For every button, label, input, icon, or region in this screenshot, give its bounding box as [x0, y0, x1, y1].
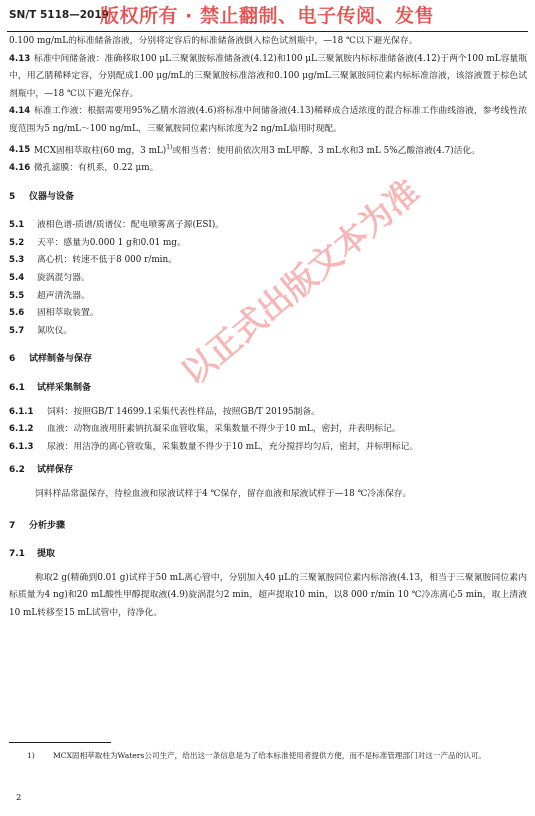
- list-item: 6.1.3 尿液：用洁净的离心管收集，采集数量不得少于10 mL，充分搅拌均匀后，密封，并标明标记。: [9, 441, 419, 452]
- clause-number: 4.13: [9, 53, 31, 64]
- diagonal-watermark: 以正式出版文本为准: [173, 171, 427, 393]
- section-heading-5: 5 仪器与设备: [9, 191, 75, 202]
- footnote-rule: [9, 742, 111, 743]
- standard-code: SN/T 5118—2019: [9, 9, 109, 21]
- header-rule: [7, 31, 528, 32]
- list-item: 6.1.1 饲料：按照GB/T 14699.1采集代表性样品，按照GB/T 20195制备。: [9, 406, 320, 417]
- footnote: [9, 748, 527, 764]
- paragraph-4-13: [9, 51, 527, 104]
- section-heading-6: 6 试样制备与保存: [9, 354, 93, 365]
- subsection-heading-6-1: 6.1 试样采集制备: [9, 383, 92, 394]
- clause-number: 4.15: [9, 145, 31, 156]
- clause-text: MCX固相萃取柱(60 mg，3 mL): [34, 145, 167, 156]
- clause-text: 标准中间储备液：准确移取100 μL三聚氰胺标准储备液(4.12)和100 μL三聚氰胺内标标准储备液(4.12)于两个100 mL容量瓶中，用乙腈稀释定容，分别配成1.00 μg/mL的三聚氰胺标准溶液和0.100 μg/mL三聚氰胺同位素内标标准溶液，该溶液置于棕色试剂瓶中，—18 ℃以下避光保存。: [9, 53, 527, 99]
- clause-text: 标准工作液：根据需要用95%乙腈水溶液(4.6)将标准中间储备液(4.13)稀释成合适浓度的混合标准工作曲线溶液，参考线性浓度范围为5 ng/mL～100 ng/mL，三聚氰胺同位素内标浓度为2 ng/mL临用时现配。: [9, 106, 527, 134]
- list-item: 5.3 离心机：转速不低于8 000 r/min。: [9, 255, 177, 266]
- list-item: 5.7 氮吹仪。: [9, 325, 73, 336]
- clause-number: 4.14: [9, 106, 31, 117]
- page-number: 2: [16, 793, 22, 803]
- clause-number: 4.16: [9, 163, 31, 174]
- footnote-mark: 1): [27, 751, 35, 760]
- clause-text: 微孔滤膜：有机系，0.22 μm。: [34, 163, 159, 174]
- paragraph-4-12-continued: 0.100 mg/mL的标准储备溶液，分别将定容后的标准储备液倒入棕色试剂瓶中，—18 ℃以下避光保存。: [9, 36, 418, 46]
- paragraph-4-16: [9, 160, 527, 178]
- subsection-heading-6-2: 6.2 试样保存: [9, 465, 74, 476]
- clause-text: 或相当者：使用前依次用3 mL甲醇、3 mL水和3 mL 5%乙酸溶液(4.7)活化。: [172, 145, 481, 156]
- footnote-ref: 1): [166, 143, 173, 151]
- subsection-heading-7-1: 7.1 提取: [9, 549, 56, 560]
- list-item: 6.1.2 血液：动物血液用肝素钠抗凝采血管收集，采集数量不得少于10 mL，密封，并表明标记。: [9, 424, 401, 435]
- list-item: 5.6 固相萃取装置。: [9, 308, 99, 319]
- list-item: 5.1 液相色谱-质谱/质谱仪：配电喷雾离子源(ESI)。: [9, 220, 225, 231]
- paragraph-7-1: 称取2 g(精确到0.01 g)试样于50 mL离心管中，分别加入40 μL的三聚氰胺同位素内标溶液(4.13，相当于三聚氰胺同位素内标质量为4 ng)和20 mL酸性甲醇提取液(4.9)旋涡混匀2 min，超声提取10 min，以8 000 r/min 10 ℃冷冻离心5 min，取上清液10 mL转移至15 mL试管中，待净化。: [9, 572, 527, 618]
- copyright-watermark: 版权所有 · 禁止翻制、电子传阅、发售: [100, 5, 434, 27]
- paragraph-6-2: 饲料样品常温保存，待检血液和尿液试样于4 ℃保存，留存血液和尿液试样于—18 ℃冷冻保存。: [35, 488, 412, 499]
- list-item: 5.2 天平：感量为0.000 1 g和0.01 mg。: [9, 237, 186, 248]
- paragraph-4-14: [9, 103, 527, 138]
- section-heading-7: 7 分析步骤: [9, 520, 66, 531]
- paragraph-4-15: [9, 139, 527, 161]
- footnote-text: MCX固相萃取柱为Waters公司生产，给出这一条信息是为了给本标准使用者提供方便，而不是标准管理部门对这一产品的认可。: [53, 751, 487, 760]
- list-item: 5.4 旋涡混匀器。: [9, 273, 90, 284]
- list-item: 5.5 超声清洗器。: [9, 290, 90, 301]
